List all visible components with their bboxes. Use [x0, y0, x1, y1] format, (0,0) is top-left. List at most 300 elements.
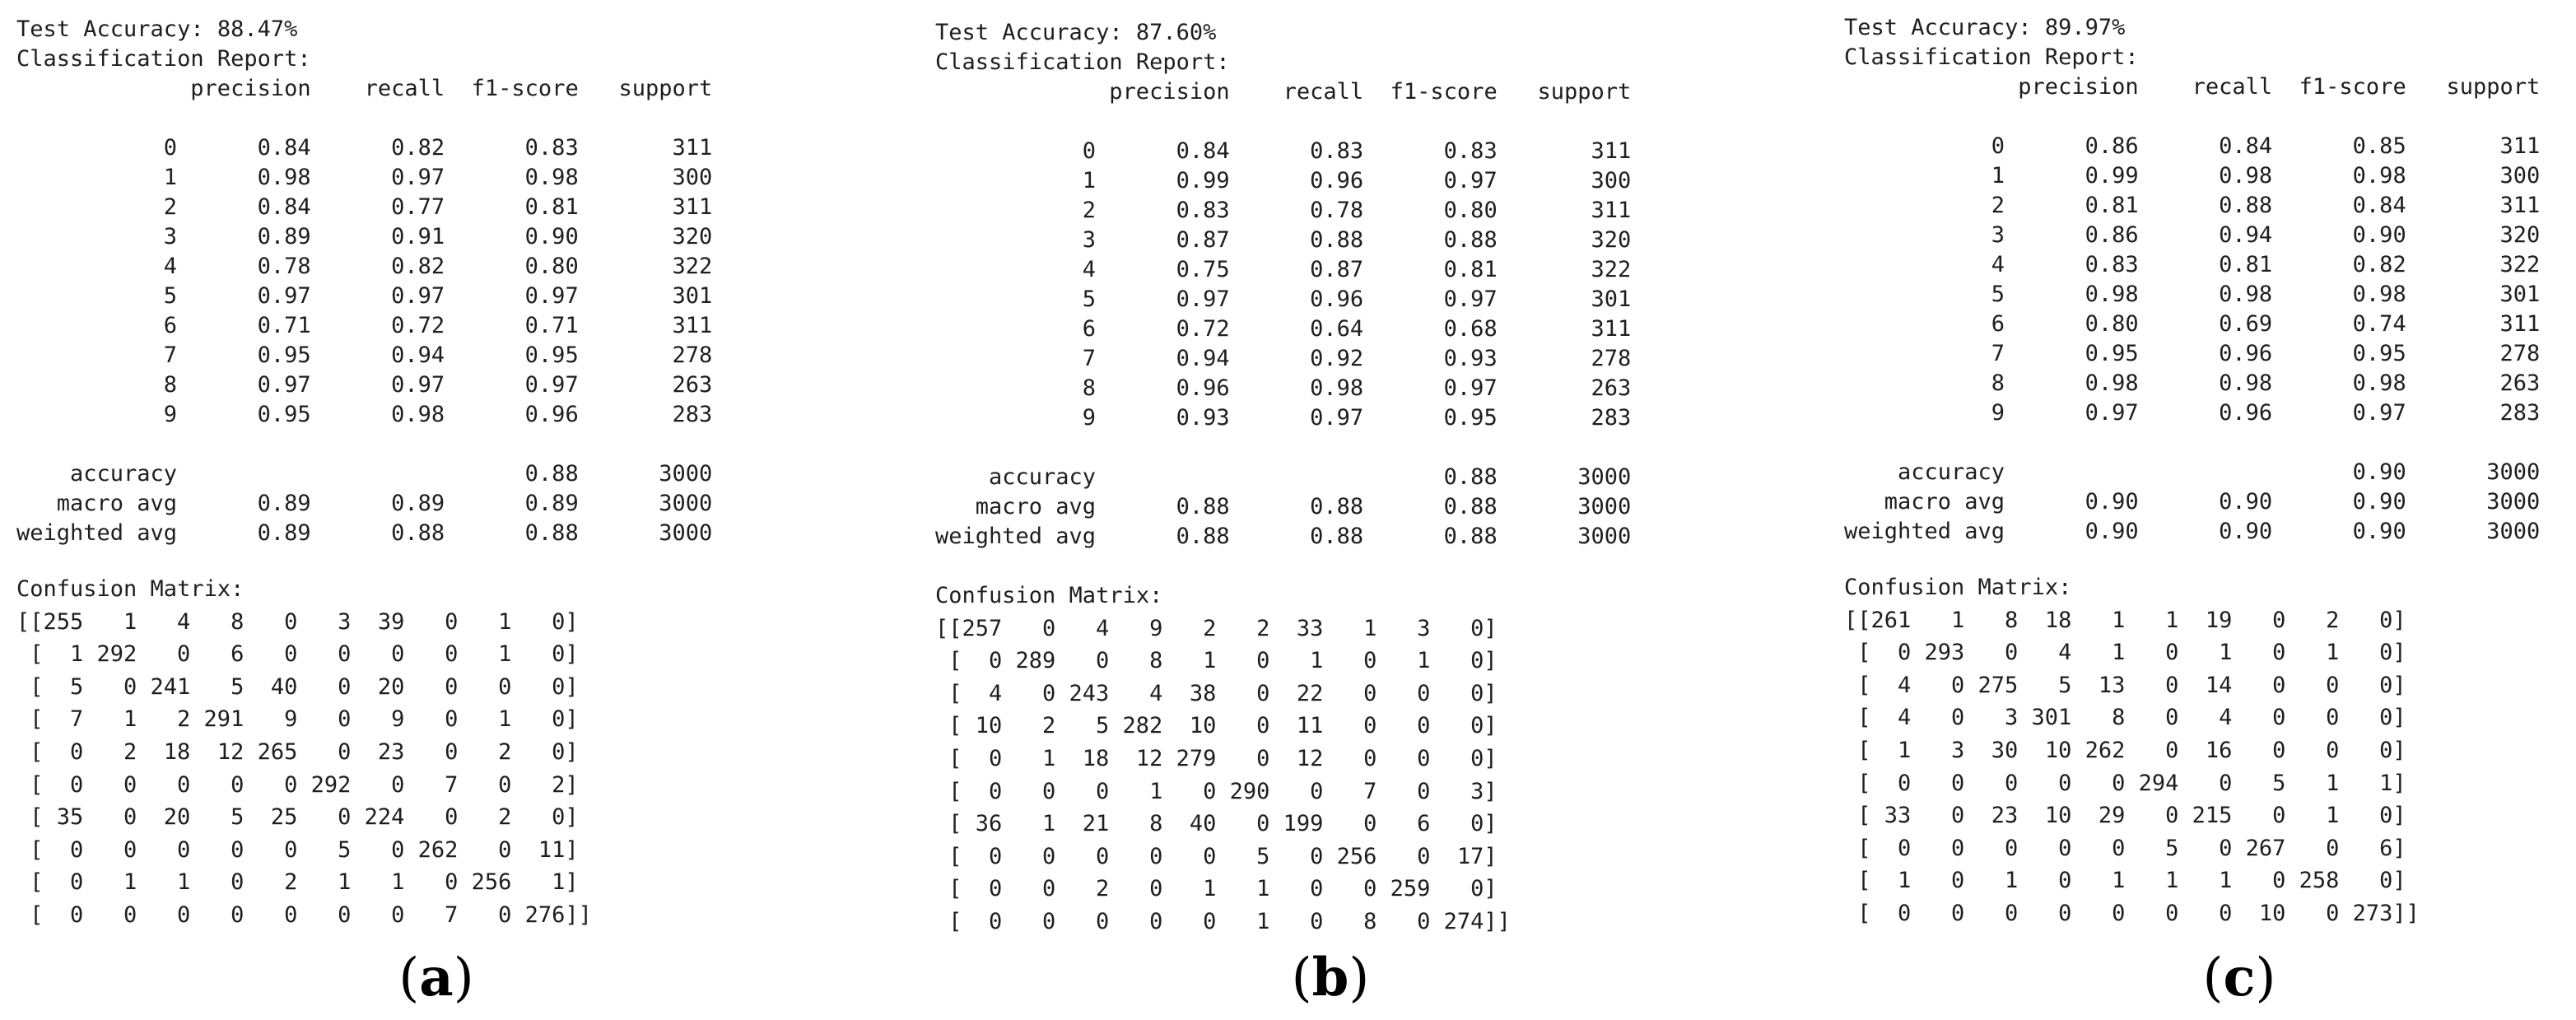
matrix-cell: 0: [1951, 770, 1965, 796]
cm-heading: [1844, 571, 2420, 604]
matrix-cell: 0: [552, 608, 566, 635]
matrix-cell: 4: [2219, 705, 2233, 731]
report-row: [935, 374, 1631, 403]
report-row: [935, 255, 1631, 285]
matrix-cell: 23: [1991, 803, 2019, 829]
matrix-cell: 0: [1417, 778, 1431, 804]
matrix-cell: 0: [445, 673, 459, 700]
row-label: 7: [1991, 341, 2005, 366]
matrix-cell: 7: [445, 901, 459, 928]
bracket-close: ]: [1484, 615, 1498, 641]
row-label: 3: [163, 224, 178, 249]
matrix-row: [1844, 734, 2420, 767]
matrix-cell: 7: [1363, 778, 1377, 804]
matrix-cell: 1: [2112, 868, 2126, 894]
matrix-cell: 0: [70, 869, 84, 896]
row-value: 0.88: [1176, 494, 1230, 519]
row-value: 278: [2499, 341, 2541, 366]
row-value: 0.96: [1310, 286, 1364, 312]
matrix-cell: 0: [1951, 900, 1965, 926]
matrix-cell: 0: [1951, 672, 1965, 698]
matrix-cell: 0: [1096, 648, 1110, 674]
row-value: 300: [1591, 168, 1632, 193]
matrix-cell: 1: [70, 641, 84, 668]
row-value: 0.96: [1176, 375, 1230, 401]
matrix-cell: 0: [2272, 672, 2286, 698]
row-label: 0: [1082, 138, 1097, 164]
report-row: [16, 519, 712, 548]
row-value: 283: [1591, 405, 1632, 431]
matrix-cell: 0: [2058, 770, 2072, 796]
row-label: 3: [1991, 222, 2005, 248]
matrix-cell: 29: [2098, 803, 2126, 829]
test-accuracy-text: Test Accuracy: 88.47%: [16, 16, 298, 42]
matrix-cell: 8: [1149, 648, 1163, 674]
matrix-cell: 1: [2219, 640, 2233, 666]
matrix-cell: 0: [2165, 705, 2179, 731]
matrix-cell: 0: [445, 608, 459, 635]
matrix-cell: 0: [2005, 770, 2019, 796]
report-row: [16, 282, 712, 311]
bracket-close: ]]: [1484, 908, 1511, 934]
matrix-cell: 0: [231, 836, 245, 863]
report-row: [1844, 398, 2540, 428]
matrix-cell: 0: [284, 836, 298, 863]
matrix-cell: 38: [1189, 680, 1217, 706]
matrix-cell: 0: [1042, 876, 1056, 902]
matrix-cell: 294: [2138, 770, 2179, 796]
matrix-cell: 2: [284, 869, 298, 896]
row-value: 263: [1591, 375, 1632, 401]
bracket-open: [: [1844, 868, 1871, 894]
matrix-cell: 11: [538, 836, 566, 863]
report-row: [16, 252, 712, 282]
matrix-cell: 2: [1096, 876, 1110, 902]
matrix-cell: 0: [2219, 900, 2233, 926]
row-value: 0.90: [2352, 459, 2406, 485]
row-value: 0.85: [2352, 133, 2406, 159]
column-header: support: [2446, 74, 2541, 100]
matrix-row: [16, 606, 592, 639]
matrix-cell: 0: [284, 608, 298, 635]
row-value: 0.78: [257, 254, 311, 279]
matrix-cell: 1: [1417, 648, 1431, 674]
bracket-close: ]: [565, 836, 579, 863]
matrix-cell: 0: [123, 771, 137, 798]
row-value: 0.84: [1176, 138, 1230, 164]
accuracy-line: [1844, 13, 2540, 43]
matrix-row: [16, 638, 592, 671]
row-value: 0.97: [1443, 375, 1498, 401]
row-value: 301: [672, 283, 713, 309]
matrix-cell: 0: [1203, 778, 1217, 804]
matrix-row: [16, 899, 592, 932]
bracket-close: ]: [1484, 648, 1498, 674]
cm-heading: [16, 573, 592, 606]
report-row: [1844, 339, 2540, 369]
confusion-matrix: [1844, 571, 2420, 930]
row-value: [1230, 463, 1364, 492]
matrix-cell: 1: [391, 869, 405, 896]
row-value: 0.98: [2085, 282, 2139, 307]
row-value: 0.80: [1443, 198, 1498, 223]
matrix-cell: 0: [177, 836, 191, 863]
report-row: [16, 133, 712, 163]
matrix-cell: 23: [377, 738, 405, 765]
matrix-cell: 0: [338, 641, 352, 668]
row-value: 0.74: [2352, 311, 2406, 337]
row-value: 0.88: [524, 461, 579, 487]
matrix-cell: 1: [1951, 607, 1965, 633]
row-label: 6: [1082, 316, 1097, 342]
matrix-cell: 33: [1884, 803, 1912, 829]
row-value: 0.88: [1176, 524, 1230, 549]
matrix-cell: 21: [1082, 811, 1110, 837]
row-value: 0.71: [524, 313, 579, 338]
row-value: 0.97: [524, 283, 579, 309]
matrix-cell: 14: [2205, 672, 2233, 698]
bracket-open: [: [16, 673, 44, 700]
row-value: 0.97: [257, 283, 311, 309]
matrix-cell: 1: [2219, 868, 2233, 894]
row-value: 0.86: [2085, 222, 2139, 248]
classification-report: [1844, 13, 2540, 547]
cm-heading: [935, 580, 1511, 612]
row-value: 0.80: [2085, 311, 2139, 337]
matrix-cell: 0: [1363, 713, 1377, 739]
row-value: 0.87: [1176, 227, 1230, 253]
matrix-cell: 273: [2352, 900, 2393, 926]
matrix-cell: 2: [2326, 607, 2340, 633]
matrix-row: [935, 808, 1511, 841]
row-value: 3000: [2486, 519, 2541, 544]
report-row: [935, 463, 1631, 492]
matrix-cell: 2: [552, 771, 566, 798]
matrix-cell: 279: [1176, 745, 1217, 771]
bracket-open: [: [1844, 672, 1871, 698]
matrix-cell: 224: [364, 804, 405, 831]
caption-letter: a: [419, 947, 454, 1008]
matrix-cell: 0: [1256, 745, 1270, 771]
matrix-row: [1844, 897, 2420, 930]
report-row: [1844, 250, 2540, 280]
matrix-cell: 0: [2272, 803, 2286, 829]
row-value: 3000: [2486, 489, 2541, 515]
matrix-cell: 0: [2272, 640, 2286, 666]
matrix-cell: 0: [989, 648, 1003, 674]
bracket-close: ]: [565, 869, 579, 896]
matrix-cell: 1: [2112, 640, 2126, 666]
matrix-cell: 0: [2326, 900, 2340, 926]
matrix-cell: 0: [1149, 876, 1163, 902]
matrix-cell: 9: [391, 706, 405, 733]
matrix-cell: 10: [1189, 713, 1217, 739]
matrix-cell: 12: [1135, 745, 1163, 771]
matrix-cell: 0: [70, 738, 84, 765]
matrix-cell: 0: [177, 771, 191, 798]
matrix-cell: 0: [1417, 908, 1431, 934]
row-value: 311: [1591, 316, 1632, 342]
matrix-cell: 3: [338, 608, 352, 635]
matrix-cell: 18: [2044, 607, 2072, 633]
report-row: [16, 400, 712, 430]
report-row: [1844, 487, 2540, 517]
matrix-cell: 6: [1417, 811, 1431, 837]
panel-b: [935, 0, 1758, 1020]
report-row: [16, 163, 712, 193]
matrix-cell: 1: [2165, 607, 2179, 633]
matrix-cell: 1: [1203, 648, 1217, 674]
bracket-open: [[: [1844, 607, 1871, 633]
row-value: 0.95: [524, 342, 579, 368]
row-label: 0: [1991, 133, 2005, 159]
matrix-cell: 0: [2058, 835, 2072, 861]
matrix-cell: 4: [177, 608, 191, 635]
matrix-cell: 0: [1042, 908, 1056, 934]
row-label: accuracy: [989, 464, 1097, 490]
matrix-cell: 4: [1149, 680, 1163, 706]
row-value: 0.72: [391, 313, 445, 338]
row-label: macro avg: [1884, 489, 2005, 515]
matrix-cell: 0: [445, 738, 459, 765]
row-label: 2: [1082, 198, 1097, 223]
matrix-cell: 36: [975, 811, 1003, 837]
row-value: 3000: [1577, 494, 1632, 519]
matrix-cell: 0: [989, 876, 1003, 902]
matrix-cell: 9: [1149, 615, 1163, 641]
matrix-cell: 1: [1149, 778, 1163, 804]
report-row: [935, 166, 1631, 196]
matrix-cell: 0: [1470, 745, 1484, 771]
report-row: [1844, 458, 2540, 487]
column-header: f1-score: [2299, 74, 2406, 100]
row-value: 0.90: [2085, 489, 2139, 515]
accuracy-line: [16, 15, 712, 44]
matrix-cell: 30: [1991, 737, 2019, 763]
row-value: 0.98: [2352, 370, 2406, 396]
row-value: 311: [1591, 138, 1632, 164]
matrix-cell: 0: [123, 836, 137, 863]
column-header: f1-score: [1390, 79, 1498, 105]
matrix-row: [935, 775, 1511, 808]
bracket-close: ]: [565, 706, 579, 733]
row-label: 4: [1082, 257, 1097, 282]
matrix-row: [1844, 767, 2420, 800]
blank-line: [16, 104, 712, 133]
matrix-cell: 0: [1470, 680, 1484, 706]
row-value: 0.84: [257, 194, 311, 220]
row-value: 263: [2499, 370, 2541, 396]
matrix-cell: 0: [2165, 737, 2179, 763]
matrix-cell: 0: [2379, 705, 2393, 731]
confusion-matrix: [935, 580, 1511, 938]
row-value: 320: [1591, 227, 1632, 253]
bracket-close: ]: [1484, 680, 1498, 706]
bracket-close: ]: [2392, 607, 2406, 633]
report-header-row: [1844, 72, 2540, 102]
matrix-cell: 0: [1042, 843, 1056, 869]
matrix-row: [1844, 669, 2420, 702]
matrix-cell: 0: [123, 804, 137, 831]
blank-line: [16, 430, 712, 459]
row-value: 0.95: [1443, 405, 1498, 431]
cm-heading-text: Confusion Matrix:: [935, 583, 1163, 608]
matrix-cell: 7: [445, 771, 459, 798]
matrix-cell: 0: [2165, 803, 2179, 829]
row-value: 3000: [659, 520, 713, 546]
matrix-cell: 0: [1310, 778, 1324, 804]
matrix-cell: 40: [270, 673, 298, 700]
bracket-open: [: [16, 804, 44, 831]
row-value: 0.86: [2085, 133, 2139, 159]
row-value: 311: [2499, 311, 2541, 337]
row-value: 0.82: [391, 135, 445, 161]
row-label: accuracy: [70, 461, 178, 487]
matrix-cell: 0: [1951, 803, 1965, 829]
row-value: 0.96: [2219, 400, 2273, 426]
matrix-cell: 20: [377, 673, 405, 700]
row-value: 0.83: [1310, 138, 1364, 164]
matrix-cell: 0: [284, 901, 298, 928]
matrix-cell: 291: [203, 706, 245, 733]
matrix-cell: 3: [2005, 705, 2019, 731]
matrix-cell: 0: [231, 771, 245, 798]
matrix-cell: 0: [1149, 908, 1163, 934]
column-header: support: [1537, 79, 1632, 105]
matrix-cell: 0: [284, 641, 298, 668]
report-heading-text: Classification Report:: [16, 46, 311, 72]
matrix-cell: 40: [1189, 811, 1217, 837]
row-value: 0.68: [1443, 316, 1498, 342]
bracket-open: [: [16, 738, 44, 765]
matrix-cell: 0: [1417, 745, 1431, 771]
matrix-cell: 33: [1296, 615, 1324, 641]
matrix-row: [1844, 604, 2420, 637]
matrix-cell: 258: [2299, 868, 2340, 894]
report-row: [16, 459, 712, 489]
matrix-cell: 0: [1417, 680, 1431, 706]
matrix-cell: 5: [338, 836, 352, 863]
bracket-open: [: [16, 836, 44, 863]
matrix-cell: 0: [1096, 908, 1110, 934]
matrix-cell: 35: [56, 804, 84, 831]
column-header: support: [618, 76, 713, 101]
bracket-open: [: [935, 811, 962, 837]
matrix-row: [16, 801, 592, 834]
matrix-cell: 261: [1870, 607, 1912, 633]
matrix-cell: 3: [1951, 737, 1965, 763]
row-value: [177, 459, 311, 489]
row-value: 0.96: [1310, 168, 1364, 193]
row-value: 0.98: [257, 165, 311, 190]
matrix-row: [1844, 636, 2420, 669]
matrix-cell: 0: [177, 641, 191, 668]
matrix-cell: 0: [1470, 713, 1484, 739]
matrix-row: [935, 678, 1511, 710]
matrix-cell: 267: [2245, 835, 2286, 861]
row-value: 0.72: [1176, 316, 1230, 342]
row-value: 0.84: [2219, 133, 2273, 159]
matrix-cell: 0: [989, 843, 1003, 869]
row-value: 0.97: [1443, 286, 1498, 312]
matrix-cell: 0: [1363, 876, 1377, 902]
row-label: 9: [1991, 400, 2005, 426]
bracket-close: ]: [2392, 705, 2406, 731]
matrix-cell: 0: [2379, 868, 2393, 894]
matrix-cell: 0: [1363, 648, 1377, 674]
blank-line: [1844, 428, 2540, 458]
row-value: 3000: [2486, 459, 2541, 485]
row-value: 0.98: [1310, 375, 1364, 401]
row-value: 0.83: [1176, 198, 1230, 223]
matrix-cell: 0: [1417, 713, 1431, 739]
row-value: 311: [1591, 198, 1632, 223]
matrix-cell: 0: [1898, 640, 1912, 666]
row-value: 3000: [659, 491, 713, 516]
matrix-cell: 5: [1256, 843, 1270, 869]
matrix-cell: 0: [1256, 680, 1270, 706]
column-header: precision: [2018, 74, 2139, 100]
row-value: 0.81: [2219, 252, 2273, 277]
matrix-cell: 4: [1898, 705, 1912, 731]
row-value: 322: [2499, 252, 2541, 277]
matrix-row: [935, 710, 1511, 743]
matrix-cell: 10: [2258, 900, 2286, 926]
row-label: 1: [163, 165, 178, 190]
matrix-cell: 1: [1310, 648, 1324, 674]
row-value: 301: [2499, 282, 2541, 307]
blank-line: [1844, 102, 2540, 132]
matrix-cell: 1: [1256, 876, 1270, 902]
matrix-cell: 4: [1898, 672, 1912, 698]
matrix-cell: 18: [163, 738, 191, 765]
report-row: [1844, 221, 2540, 250]
report-heading-text: Classification Report:: [935, 49, 1230, 75]
matrix-cell: 265: [257, 738, 298, 765]
matrix-cell: 262: [2085, 737, 2126, 763]
matrix-cell: 13: [2098, 672, 2126, 698]
matrix-cell: 1: [1898, 737, 1912, 763]
matrix-cell: 0: [989, 778, 1003, 804]
report-row: [16, 341, 712, 370]
matrix-row: [1844, 701, 2420, 734]
matrix-cell: 1: [1256, 908, 1270, 934]
report-row: [935, 137, 1631, 166]
matrix-cell: 0: [1470, 615, 1484, 641]
row-value: 263: [672, 372, 713, 398]
matrix-cell: 282: [1122, 713, 1163, 739]
matrix-row: [1844, 799, 2420, 832]
row-value: 0.89: [524, 491, 579, 516]
row-value: 0.88: [2219, 193, 2273, 218]
bracket-open: [: [1844, 835, 1871, 861]
matrix-cell: 1: [177, 869, 191, 896]
matrix-cell: 0: [2272, 868, 2286, 894]
matrix-cell: 255: [43, 608, 84, 635]
matrix-row: [16, 866, 592, 899]
bracket-open: [[: [935, 615, 962, 641]
report-header-row: [16, 74, 712, 104]
matrix-cell: 12: [1296, 745, 1324, 771]
matrix-cell: 0: [1310, 908, 1324, 934]
matrix-cell: 276: [524, 901, 566, 928]
matrix-cell: 0: [177, 901, 191, 928]
row-value: 0.97: [524, 372, 579, 398]
matrix-cell: 0: [2219, 835, 2233, 861]
row-value: 0.98: [391, 402, 445, 427]
row-value: 0.97: [1176, 286, 1230, 312]
matrix-cell: 2: [1203, 615, 1217, 641]
